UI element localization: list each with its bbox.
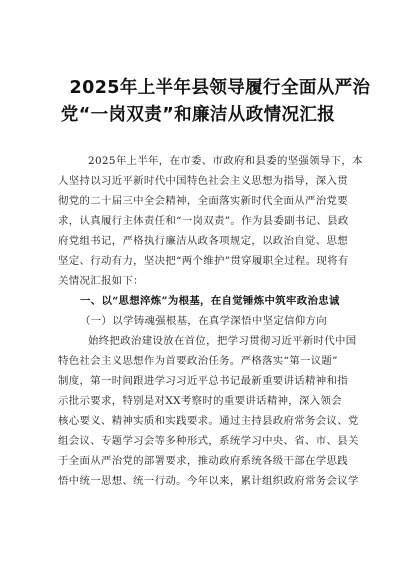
body-paragraph-line: 始终把政治建设放在首位，把学习贯彻习近平新时代中国 [88,335,357,347]
body-paragraph-line: 核心要义、精神实质和实践要求。通过主持县政府常务会议、党 [58,415,359,427]
body-paragraph-line: 2025年上半年，在市委、市政府和县委的坚强领导下，本 [88,155,363,167]
body-paragraph-line: 于全面从严治党的部署要求，推动政府系统各级干部在学思践 [58,455,348,467]
subsection-heading-1: （一）以学铸魂强根基，在真学深悟中坚定信仰方向 [80,315,328,327]
body-paragraph-line: 彻党的二十届三中全会精神，全面落实新时代全面从严治党要 [58,195,348,207]
section-heading-1: 一、以“思想淬炼”为根基，在自觉锤炼中筑牢政治忠诚 [80,295,340,307]
body-paragraph-line: 求，认真履行主体责任和“一岗双责”。作为县委副书记、县政 [58,215,349,227]
body-paragraph-line: 府党组书记，严格执行廉洁从政各项规定，以政治自觉、思想 [58,235,348,247]
body-paragraph-line: 人坚持以习近平新时代中国特色社会主义思想为指导，深入贯 [58,175,348,187]
document-title-line-2: 党“一岗双责”和廉洁从政情况汇报 [60,105,336,125]
body-paragraph-line: 特色社会主义思想作为首要政治任务。严格落实“第一议题” [58,355,338,367]
body-paragraph-line: 关情况汇报如下： [58,275,144,287]
body-paragraph-line: 悟中统一思想、统一行动。今年以来，累计组织政府常务会议学 [58,475,359,487]
body-paragraph-line: 组会议、专题学习会等多种形式，系统学习中央、省、市、县关 [58,435,359,447]
document-title-line-1: 2025年上半年县领导履行全面从严治 [69,78,371,98]
body-paragraph-line: 制度，第一时间跟进学习习近平总书记最新重要讲话精神和指 [58,375,348,387]
body-paragraph-line: 坚定、行动有力，坚决把“两个维护”贯穿履职全过程。现将有 [58,255,349,267]
body-paragraph-line: 示批示要求，特别是对XX考察时的重要讲话精神，深入领会 [58,395,343,407]
